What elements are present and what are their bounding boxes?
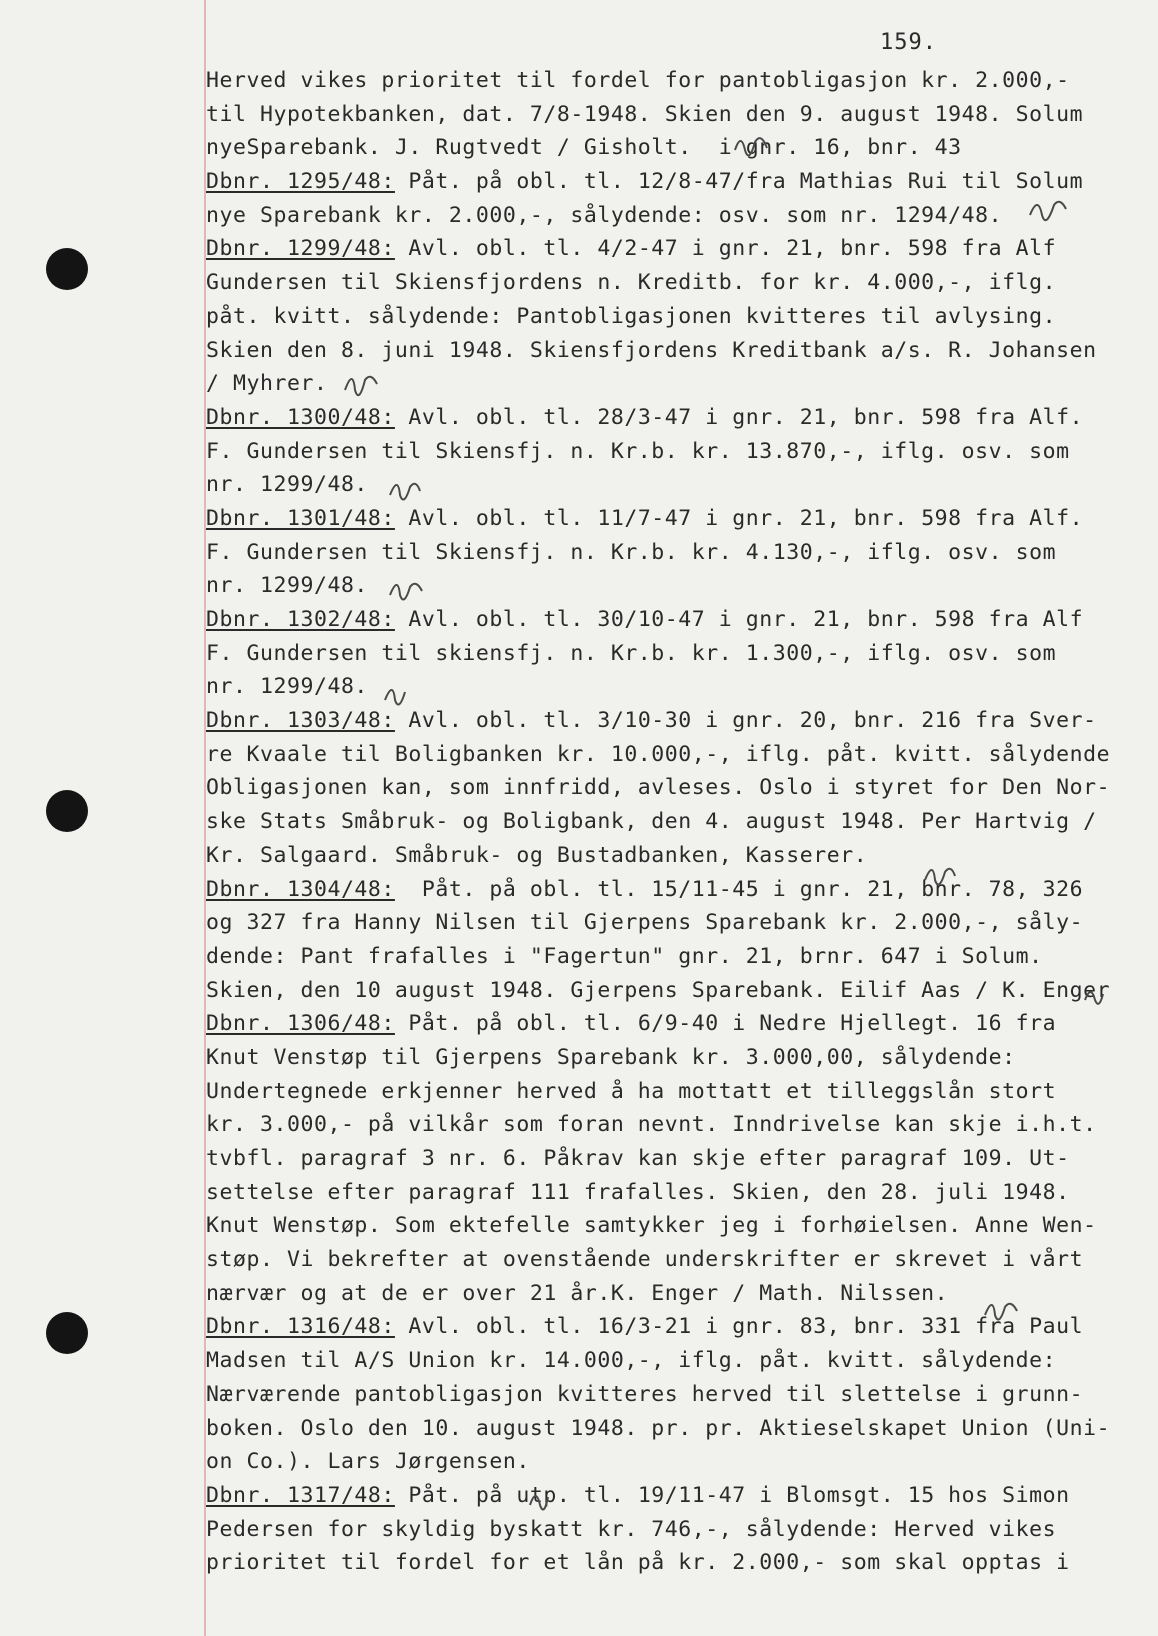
entry-text: Påt. på utp. tl. 19/11-47 i Blomsgt. 15 hos Simon: [394, 1482, 1070, 1508]
entry-text: Undertegnede erkjenner herved å ha mottatt et tilleggslån stort: [206, 1078, 1057, 1104]
entry-text: nyeSparebank. J. Rugtvedt / Gisholt. i gnr. 16, bnr. 43: [206, 135, 962, 161]
entry-text: og 327 fra Hanny Nilsen til Gjerpens Sparebank kr. 2.000,-, såly-: [206, 910, 1084, 936]
entry-text: Pedersen for skyldig byskatt kr. 746,-, sålydende: Herved vikes: [206, 1516, 1057, 1542]
entry-line: [206, 1445, 1150, 1479]
entry-line: [206, 569, 1150, 603]
entry-line: [206, 1142, 1150, 1176]
page-number: 159.: [880, 30, 937, 55]
entry-line: [206, 199, 1150, 233]
entry-text: nr. 1299/48.: [206, 573, 368, 599]
entry-line: [206, 974, 1150, 1008]
entry-text: tvbfl. paragraf 3 nr. 6. Påkrav kan skje efter paragraf 109. Ut-: [206, 1146, 1070, 1171]
entry-line: [206, 771, 1150, 805]
entry-reference-number: Dbnr. 1317/48:: [206, 1482, 395, 1508]
entry-line: [206, 873, 1150, 907]
entry-text: Påt. på obl. tl. 15/11-45 i gnr. 21, bnr. 78, 326: [394, 876, 1084, 902]
entry-line: [206, 435, 1150, 469]
binder-hole-bottom: [46, 1312, 88, 1354]
entry-line: [206, 1310, 1150, 1344]
entry-text: prioritet til fordel for et lån på kr. 2.000,- som skal opptas i: [206, 1550, 1070, 1576]
entry-line: [206, 401, 1150, 435]
entry-text: Knut Wenstøp. Som ektefelle samtykker jeg i forhøielsen. Anne Wen-: [206, 1213, 1097, 1239]
entry-text: Skien den 8. juni 1948. Skiensfjordens Kreditbank a/s. R. Johansen: [206, 337, 1097, 363]
entry-line: [206, 536, 1150, 570]
entry-line: [206, 940, 1150, 974]
entry-line: [206, 1176, 1150, 1210]
entry-text: kr. 3.000,- på vilkår som foran nevnt. Inndrivelse kan skje i.h.t.: [206, 1112, 1097, 1138]
entry-line: [206, 1243, 1150, 1277]
entry-reference-number: Dbnr. 1299/48:: [206, 236, 395, 262]
entry-text: Obligasjonen kan, som innfridd, avleses. Oslo i styret for Den Nor-: [206, 775, 1111, 801]
entry-line: [206, 367, 1150, 401]
entry-line: [206, 839, 1150, 873]
entry-text: Avl. obl. tl. 30/10-47 i gnr. 21, bnr. 598 fra Alf: [394, 607, 1084, 632]
entry-line: [206, 1378, 1150, 1412]
entry-line: [206, 131, 1150, 165]
entry-line: [206, 704, 1150, 738]
entry-text: Avl. obl. tl. 16/3-21 i gnr. 83, bnr. 331 fra Paul: [394, 1314, 1084, 1340]
entry-text: settelse efter paragraf 111 frafalles. Skien, den 28. juli 1948.: [206, 1179, 1070, 1205]
entry-line: [206, 1277, 1150, 1311]
entry-line: [206, 232, 1150, 266]
entry-text: Avl. obl. tl. 11/7-47 i gnr. 21, bnr. 598 fra Alf.: [394, 505, 1084, 531]
entry-text: Madsen til A/S Union kr. 14.000,-, iflg. påt. kvitt. sålydende:: [206, 1348, 1057, 1374]
entry-line: [206, 1344, 1150, 1378]
entry-line: [206, 1108, 1150, 1142]
entry-line: [206, 468, 1150, 502]
entry-text: nr. 1299/48.: [206, 674, 368, 700]
entry-text: Avl. obl. tl. 4/2-47 i gnr. 21, bnr. 598 fra Alf: [394, 236, 1057, 262]
entry-text: on Co.). Lars Jørgensen.: [206, 1449, 530, 1475]
entry-line: [206, 738, 1150, 772]
entry-line: [206, 98, 1150, 132]
entry-line: [206, 64, 1150, 98]
entry-line: [206, 805, 1150, 839]
entry-reference-number: Dbnr. 1302/48:: [206, 607, 395, 632]
entry-line: [206, 1041, 1150, 1075]
entry-line: [206, 1075, 1150, 1109]
entry-text: nr. 1299/48.: [206, 472, 368, 498]
entry-text: Herved vikes prioritet til fordel for pantobligasjon kr. 2.000,-: [206, 68, 1070, 93]
entry-line: [206, 1546, 1150, 1580]
entry-line: [206, 1412, 1150, 1446]
entry-line: [206, 637, 1150, 671]
entry-reference-number: Dbnr. 1300/48:: [206, 404, 395, 430]
entry-text: F. Gundersen til skiensfj. n. Kr.b. kr. 1.300,-, iflg. osv. som: [206, 640, 1057, 666]
entry-reference-number: Dbnr. 1301/48:: [206, 505, 395, 531]
entry-line: [206, 603, 1150, 637]
entry-text: F. Gundersen til Skiensfj. n. Kr.b. kr. 4.130,-, iflg. osv. som: [206, 539, 1057, 565]
entry-text: Avl. obl. tl. 3/10-30 i gnr. 20, bnr. 216 fra Sver-: [394, 708, 1097, 734]
register-entries: [206, 64, 1150, 1580]
entry-reference-number: Dbnr. 1303/48:: [206, 708, 395, 734]
entry-line: [206, 502, 1150, 536]
binder-hole-top: [46, 248, 88, 290]
entry-text: støp. Vi bekrefter at ovenstående underskrifter er skrevet i vårt: [206, 1247, 1084, 1273]
entry-text: Gundersen til Skiensfjordens n. Kreditb. for kr. 4.000,-, iflg.: [206, 270, 1057, 296]
entry-reference-number: Dbnr. 1306/48:: [206, 1011, 395, 1037]
entry-line: [206, 906, 1150, 940]
entry-line: [206, 1513, 1150, 1547]
entry-text: påt. kvitt. sålydende: Pantobligasjonen kvitteres til avlysing.: [206, 303, 1057, 329]
entry-text: re Kvaale til Boligbanken kr. 10.000,-, iflg. påt. kvitt. sålydende: [206, 741, 1111, 767]
entry-reference-number: Dbnr. 1304/48:: [206, 876, 395, 902]
entry-text: / Myhrer.: [206, 371, 328, 397]
entry-line: [206, 1007, 1150, 1041]
entry-text: til Hypotekbanken, dat. 7/8-1948. Skien den 9. august 1948. Solum: [206, 101, 1084, 127]
entry-text: Kr. Salgaard. Småbruk- og Bustadbanken, Kasserer.: [206, 842, 868, 868]
entry-text: Knut Venstøp til Gjerpens Sparebank kr. 3.000,00, sålydende:: [206, 1044, 1016, 1070]
binder-hole-middle: [46, 790, 88, 832]
entry-line: [206, 300, 1150, 334]
entry-text: Påt. på obl. tl. 6/9-40 i Nedre Hjellegt. 16 fra: [394, 1011, 1057, 1037]
entry-line: [206, 670, 1150, 704]
entry-line: [206, 165, 1150, 199]
entry-text: ske Stats Småbruk- og Boligbank, den 4. august 1948. Per Hartvig /: [206, 809, 1097, 835]
entry-text: nye Sparebank kr. 2.000,-, sålydende: osv. som nr. 1294/48.: [206, 202, 1003, 228]
entry-text: Avl. obl. tl. 28/3-47 i gnr. 21, bnr. 598 fra Alf.: [394, 404, 1084, 430]
entry-text: Nærværende pantobligasjon kvitteres herved til slettelse i grunn-: [206, 1381, 1084, 1407]
entry-line: [206, 1209, 1150, 1243]
entry-text: Påt. på obl. tl. 12/8-47/fra Mathias Rui til Solum: [394, 169, 1084, 195]
entry-line: [206, 334, 1150, 368]
entry-line: [206, 1479, 1150, 1513]
entry-reference-number: Dbnr. 1316/48:: [206, 1314, 395, 1340]
entry-text: Skien, den 10 august 1948. Gjerpens Sparebank. Eilif Aas / K. Enger: [206, 977, 1111, 1003]
entry-text: F. Gundersen til Skiensfj. n. Kr.b. kr. 13.870,-, iflg. osv. som: [206, 438, 1070, 464]
entry-text: nærvær og at de er over 21 år.K. Enger / Math. Nilssen.: [206, 1280, 949, 1306]
entry-line: [206, 266, 1150, 300]
entry-text: boken. Oslo den 10. august 1948. pr. pr. Aktieselskapet Union (Uni-: [206, 1415, 1111, 1441]
entry-reference-number: Dbnr. 1295/48:: [206, 169, 395, 195]
entry-text: dende: Pant frafalles i "Fagertun" gnr. 21, brnr. 647 i Solum.: [206, 943, 1043, 969]
